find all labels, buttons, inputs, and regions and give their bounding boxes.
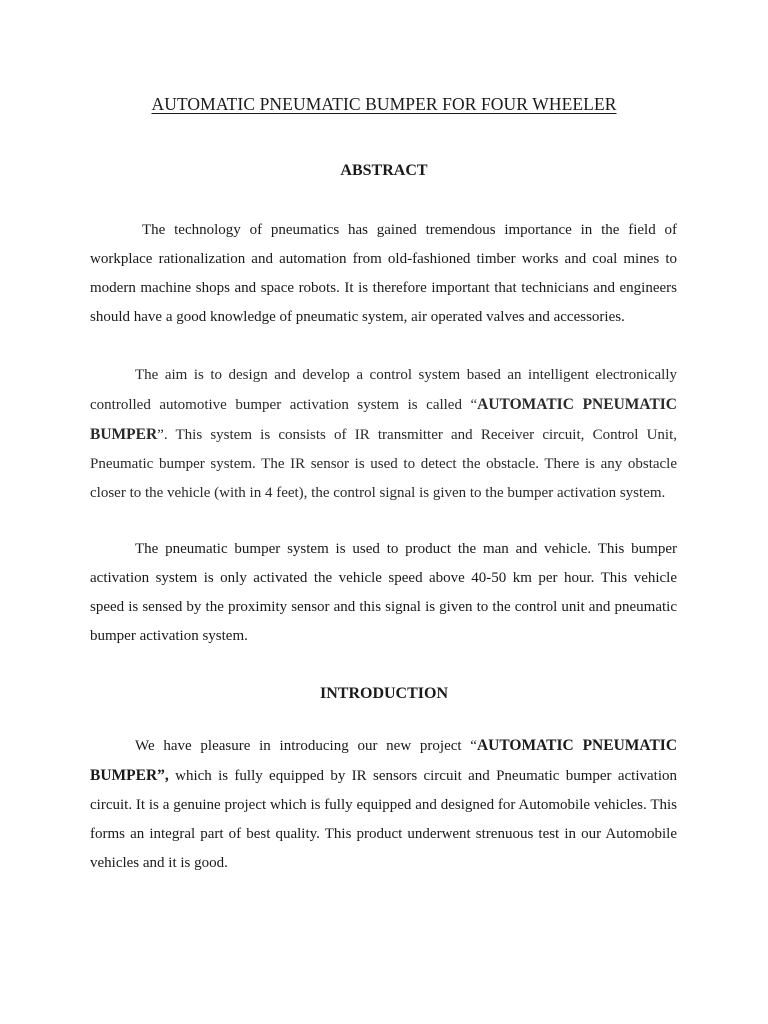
introduction-paragraph-text-end: which is fully equipped by IR sensors circuit and Pneumatic bumper activation circuit. It is a genuine project which is fully equipped and designed for Automobile vehicles. This forms an integral part of best quality. This product underwent strenuous test in our Automobile vehicles and it is good. (90, 768, 677, 871)
abstract-paragraph-3: The pneumatic bumper system is used to product the man and vehicle. This bumper activation system is only activated the vehicle speed above 40-50 km per hour. This vehicle speed is sensed by the proximity sensor and this signal is given to the control unit and pneumatic bumper activation system. (90, 541, 677, 644)
abstract-heading: ABSTRACT (340, 162, 428, 179)
abstract-paragraph-2-text-end: ”. This system is consists of IR transmitter and Receiver circuit, Control Unit, Pneumatic bumper system. The IR sensor is used to detect the obstacle. There is any obstacle closer to the vehicle (with in 4 feet), the control signal is given to the bumper activation system. (90, 427, 677, 501)
project-name-emphasis: AUTOMATIC PNEUMATIC BUMPER (90, 396, 678, 443)
introduction-project-name-emphasis: AUTOMATIC PNEUMATIC BUMPER”, (90, 737, 678, 784)
document-title: AUTOMATIC PNEUMATIC BUMPER FOR FOUR WHEELER (151, 94, 617, 114)
introduction-heading: INTRODUCTION (319, 685, 448, 702)
introduction-paragraph-1 (90, 731, 677, 878)
abstract-paragraph-1: The technology of pneumatics has gained tremendous importance in the field of workplace rationalization and automation from old-fashioned timber works and coal mines to modern machine shops and space robots. It is therefore important that technicians and engineers should have a good knowledge of pneumatic system, air operated valves and accessories. (90, 222, 677, 325)
abstract-paragraph-2-text-start: The aim is to design and develop a control system based an intelligent electronically controlled automotive bumper activation system is called “ (90, 367, 677, 413)
abstract-paragraph-2 (90, 361, 677, 508)
introduction-paragraph-text-start: We have pleasure in introducing our new project “ (135, 738, 477, 754)
